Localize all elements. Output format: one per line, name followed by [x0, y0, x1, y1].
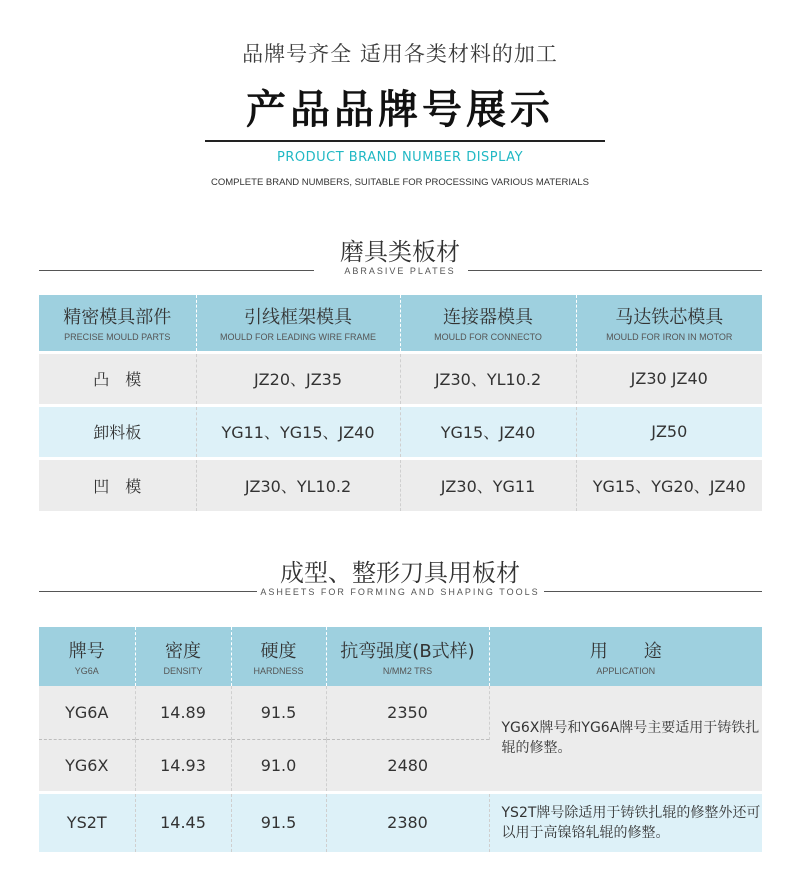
header-precise-mould: 精密模具部件 PRECISE MOULD PARTS	[39, 295, 196, 352]
table-cell: 凹 模	[39, 458, 196, 511]
header-connector-mould: 连接器模具 MOULD FOR CONNECTO	[400, 295, 576, 352]
section1-line-left	[39, 270, 314, 271]
abrasive-plates-table	[39, 295, 762, 511]
table-cell: YG15、JZ40	[400, 405, 576, 458]
table-cell: YG15、YG20、JZ40	[576, 458, 762, 511]
table-cell: 14.89	[135, 686, 231, 739]
page-title: 产品品牌号展示	[246, 87, 554, 133]
table-cell: JZ20、JZ35	[196, 352, 400, 405]
table-header-row	[39, 295, 762, 352]
table-cell: YG11、YG15、JZ40	[196, 405, 400, 458]
table-row	[39, 405, 762, 458]
table-cell: JZ30、YG11	[400, 458, 576, 511]
table-cell: JZ30、YL10.2	[196, 458, 400, 511]
header-hardness: 硬度 HARDNESS	[231, 627, 326, 686]
header-density: 密度 DENSITY	[135, 627, 231, 686]
table-cell: 91.5	[231, 792, 326, 852]
table-cell: YG6X	[39, 739, 135, 792]
header-grade: 牌号 YG6A	[39, 627, 135, 686]
section2-title: 成型、整形刀具用板材	[280, 559, 520, 587]
section2-line-left	[39, 591, 257, 592]
table-cell: 凸 模	[39, 352, 196, 405]
application-cell: YG6X牌号和YG6A牌号主要适用于铸铁扎辊的修整。	[489, 686, 762, 792]
english-title: PRODUCT BRAND NUMBER DISPLAY	[276, 150, 524, 165]
table-cell: 91.5	[231, 686, 326, 739]
header-motor-core-mould: 马达铁芯模具 MOULD FOR IRON IN MOTOR	[576, 295, 762, 352]
section2-line-right	[544, 591, 762, 592]
table-row	[39, 792, 762, 852]
table-row	[39, 686, 762, 739]
table-cell: 2350	[326, 686, 489, 739]
table-cell: 2480	[326, 739, 489, 792]
table-cell: YS2T	[39, 792, 135, 852]
application-cell: YS2T牌号除适用于铸铁扎辊的修整外还可以用于高镍铬轧辊的修整。	[489, 792, 762, 852]
table-cell: 14.45	[135, 792, 231, 852]
table-header-row	[39, 627, 762, 686]
table-cell: JZ30、YL10.2	[400, 352, 576, 405]
table-cell: YG6A	[39, 686, 135, 739]
table-row	[39, 458, 762, 511]
english-subtitle: COMPLETE BRAND NUMBERS, SUITABLE FOR PROCESSING VARIOUS MATERIALS	[211, 177, 589, 188]
section2-en: ASHEETS FOR FORMING AND SHAPING TOOLS	[260, 587, 540, 597]
page-subtitle: 品牌号齐全 适用各类材料的加工	[242, 42, 558, 66]
forming-tools-table	[39, 627, 762, 852]
table-cell: JZ30 JZ40	[576, 352, 762, 405]
header-lead-frame-mould: 引线框架模具 MOULD FOR LEADING WIRE FRAME	[196, 295, 400, 352]
table-cell: 卸料板	[39, 405, 196, 458]
table-row	[39, 352, 762, 405]
section1-title: 磨具类板材	[340, 238, 460, 266]
table-cell: 91.0	[231, 739, 326, 792]
table-cell: 2380	[326, 792, 489, 852]
table-cell: JZ50	[576, 405, 762, 458]
title-divider	[205, 140, 605, 142]
section1-en: ABRASIVE PLATES	[344, 266, 456, 276]
table-cell: 14.93	[135, 739, 231, 792]
section1-line-right	[468, 270, 762, 271]
header-application: 用 途 APPLICATION	[489, 627, 762, 686]
header-trs: 抗弯强度(B式样) N/MM2 TRS	[326, 627, 489, 686]
